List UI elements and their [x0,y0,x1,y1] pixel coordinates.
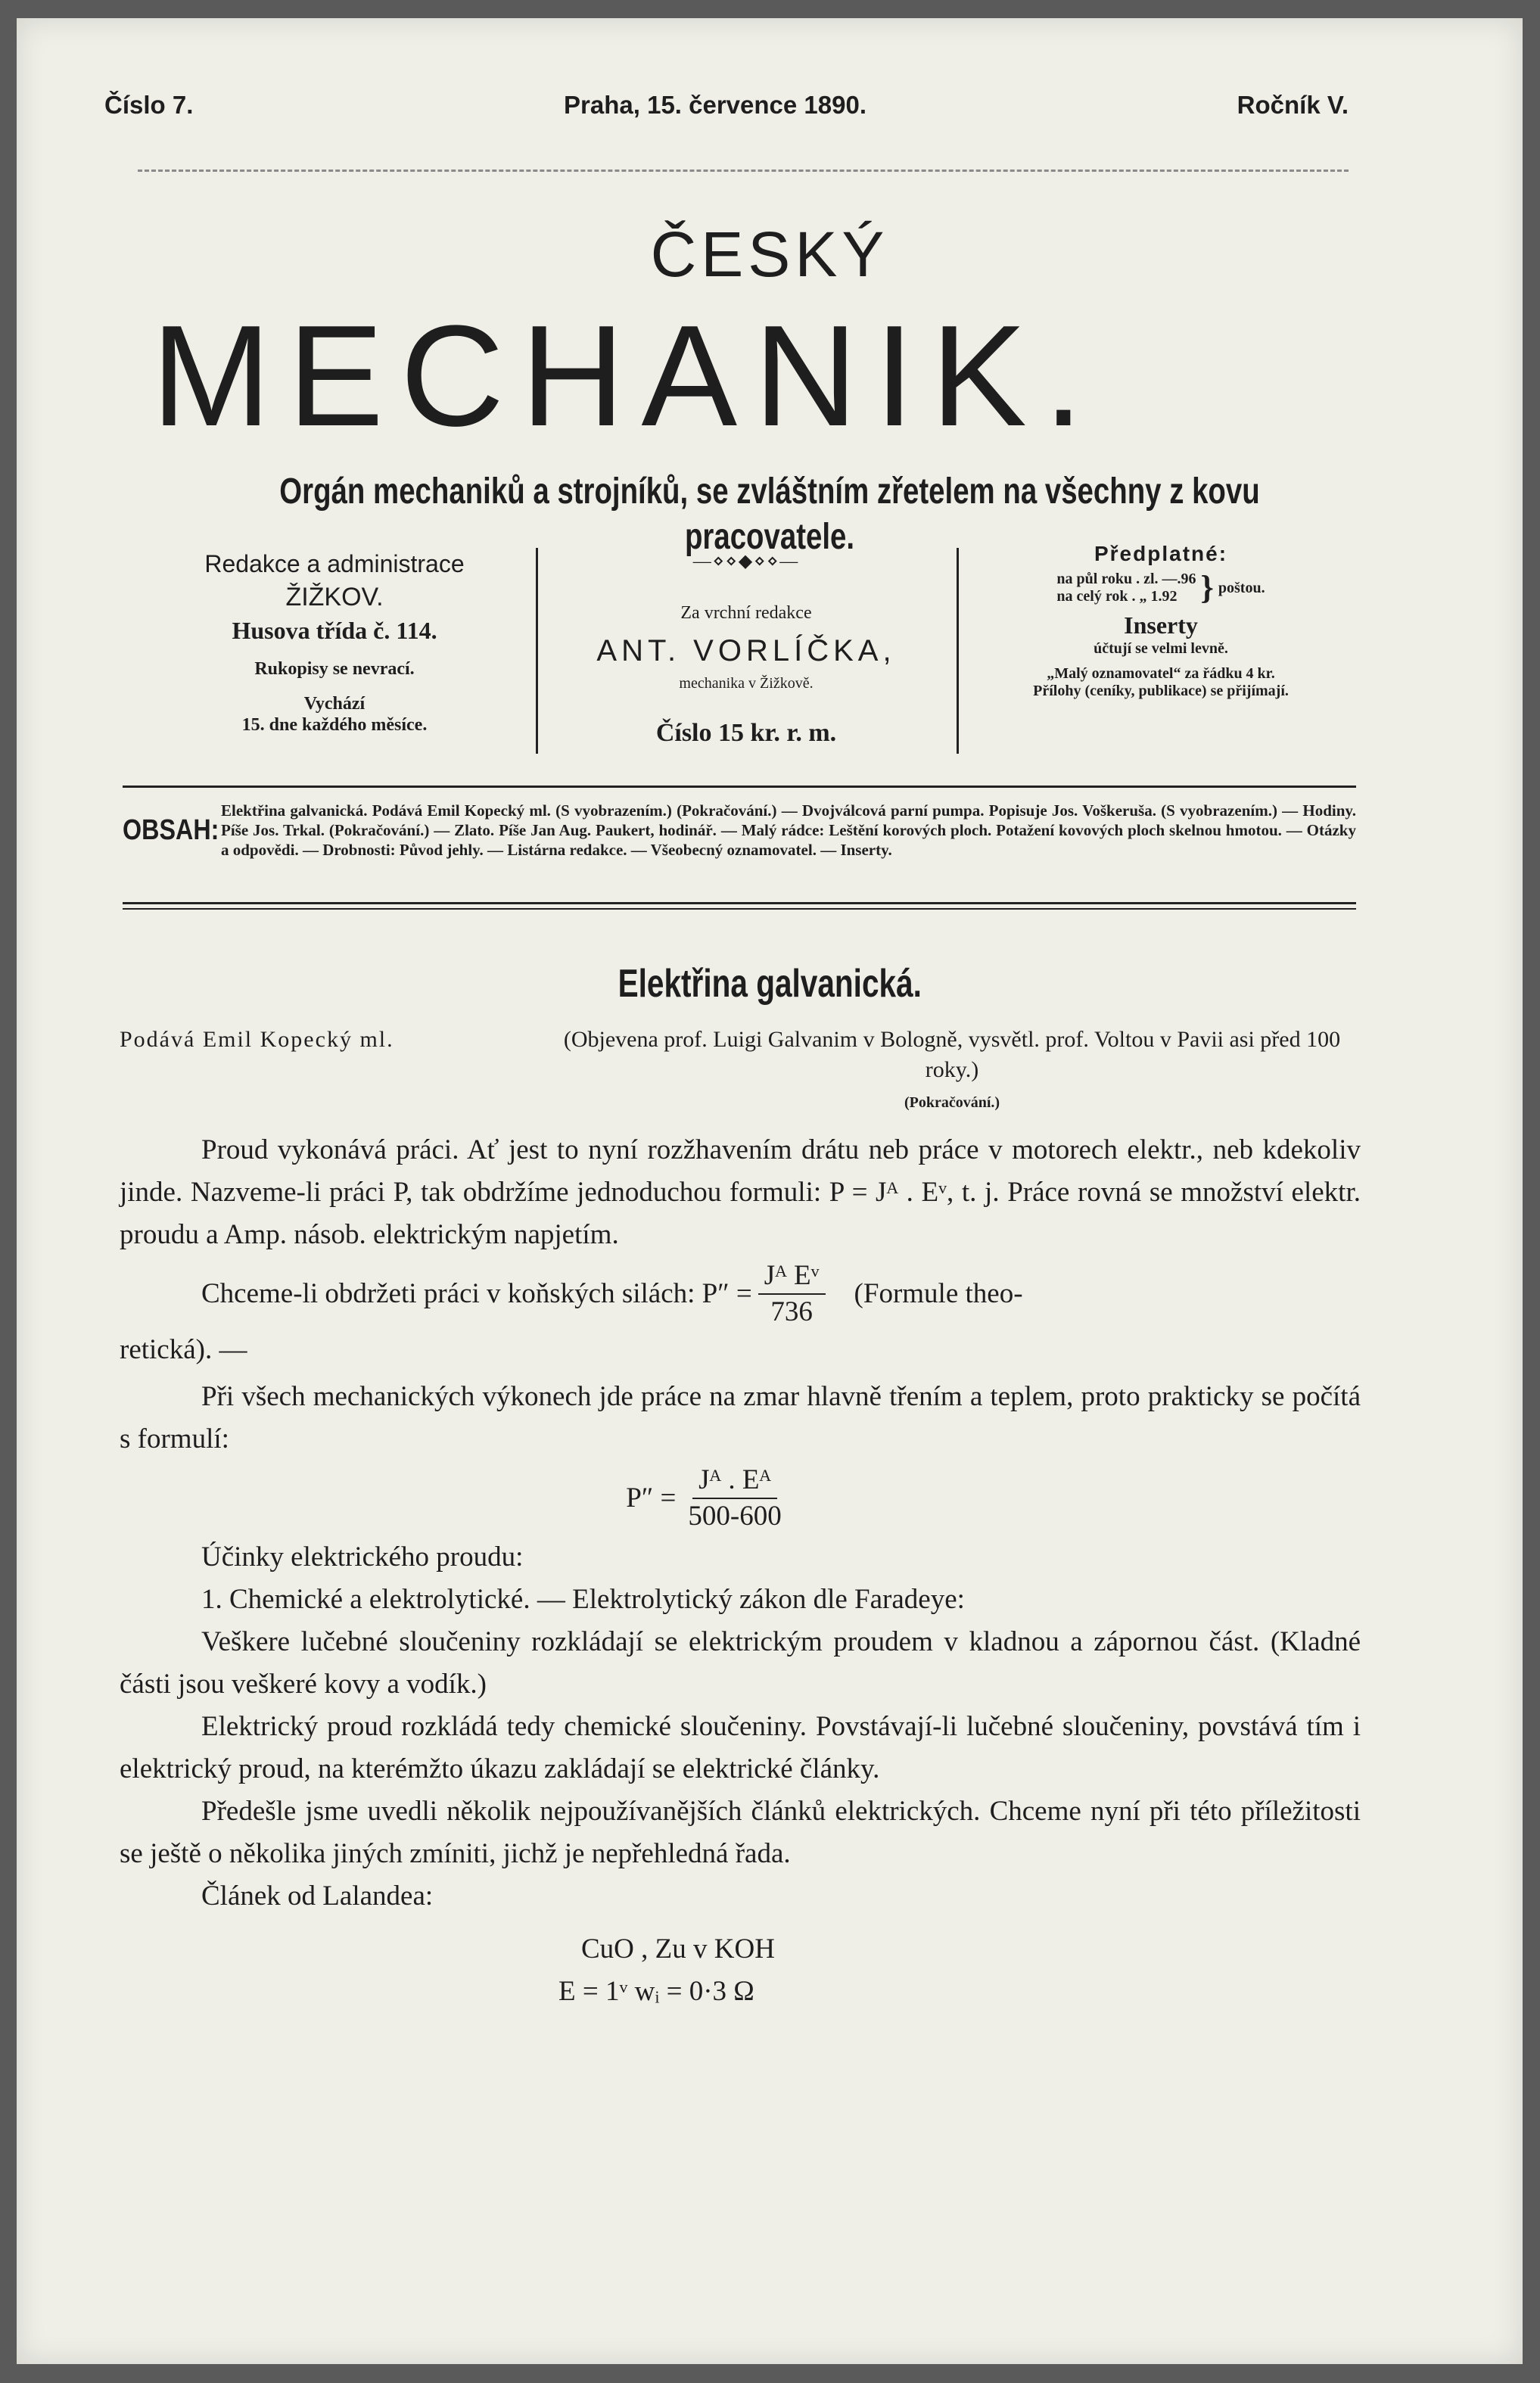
cell-values: E = 1ᵛ wᵢ = 0·3 Ω [558,1976,754,2007]
header-divider [138,170,1349,175]
article-byline-block [120,1025,1361,1114]
editor-label: Za vrchní redakce [680,603,812,623]
paragraph-6: Předešle jsme uvedli několik nejpoužívanějších článků elektrických. Chceme nyní při této příležitosti se ještě o několika jiných zmíniti, jichž je nepřehledná řada. [120,1796,1361,1869]
subscription-info [964,540,1358,700]
paragraph-4: Veškere lučebné sloučeniny rozkládají se elektrickým proudem v kladnou a zápornou část. (Kladné části jsou veškeré kovy a vodík.) [120,1626,1361,1700]
editorial-info [138,548,531,736]
subscription-heading: Předplatné: [1094,542,1228,565]
practical-formula [120,1461,1361,1536]
inserty-note: účtují se velmi levně. [1094,640,1228,657]
redakce-label: Redakce a administrace [204,550,465,577]
full-year-price: na celý rok . „ 1.92 [1056,588,1178,605]
prilohy-note: Přílohy (ceníky, publikace) se přijímají. [1033,683,1289,699]
redakce-place: ŽIŽKOV. [285,583,384,611]
hp-numerator: Jᴬ Eᵛ [758,1258,826,1295]
paragraph-3: Při všech mechanických výkonech jde práce na zmar hlavně třením a teplem, proto prakticky se počítá s formulí: [120,1381,1361,1454]
schedule: 15. dne každého měsíce. [241,715,428,735]
half-year-price: na půl roku . zl. —.96 [1056,571,1196,587]
paragraph-1: Proud vykonává práci. Ať jest to nyní rozžhavením drátu neb práce v motorech elektr., neb kdekoliv jinde. Nazveme-li práci P, tak obdržíme jednoduchou formuli: P = Jᴬ . Eᵛ, t. j. Práce rovná se množství elektr. proudu a Amp. násob. elektrickým napjetím. [120,1134,1361,1250]
editor-role: mechanika v Žižkově. [679,675,814,692]
ornament: —⋄⋄◆⋄⋄— [692,552,800,571]
hp-denominator: 736 [770,1296,813,1327]
lalande-cell-formula [120,1928,1361,2013]
hp-formula-lhs: Chceme-li obdržeti práci v koňských silách: P″ = [201,1278,752,1309]
practical-denominator: 500-600 [688,1501,782,1532]
horsepower-formula [120,1259,1361,1329]
masthead-subtitle: Orgán mechaniků a strojníků, se zvláštním zřetelem na všechny z kovu pracovatele. [279,471,1260,557]
editor-info [542,548,950,750]
vychazi-label: Vychází [303,694,366,714]
masthead-pretitle: ČESKÝ [650,219,889,290]
practical-fraction [682,1463,787,1534]
lalande-heading: Článek od Lalandea: [201,1881,434,1912]
contents-bottom-rule [123,902,1356,904]
editor-name: ANT. VORLÍČKA, [596,634,896,667]
redakce-street: Husova třída č. 114. [232,617,437,644]
issue-price: Číslo 15 kr. r. m. [655,719,837,747]
contents-block [123,801,1356,860]
article-byline-note: (Objevena prof. Luigi Galvanim v Bologně, vysvětl. prof. Voltou v Pavii asi před 100 roky.) [563,1027,1341,1082]
article-byline: Podává Emil Kopecký ml. [120,1027,394,1052]
contents-bottom-rule-2 [123,908,1356,910]
place-date: Praha, 15. července 1890. [564,91,866,119]
issue-header [104,91,1349,120]
hp-fraction [758,1258,826,1330]
effects-heading: Účinky elektrického proudu: [201,1541,524,1573]
info-divider-right [957,548,959,754]
issue-number: Číslo 7. [104,91,194,119]
subscription-prices: na půl roku . zl. —.96 na celý rok . „ 1.92 } poštou. [1056,569,1265,606]
paragraph-2-tail: retická). — [120,1334,247,1365]
contents-label: OBSAH: [123,814,219,846]
practical-numerator: Jᴬ . Eᴬ [692,1463,777,1499]
hp-formula-note: (Formule theo- [854,1278,1023,1309]
info-divider-left [536,548,538,754]
masthead-title: MECHANIK. [151,296,1100,456]
list-item-1: 1. Chemické a elektrolytické. — Elektrolytický zákon dle Faradeye: [201,1584,965,1615]
contents-text: Elektřina galvanická. Podává Emil Kopecký ml. (S vyobrazením.) (Pokračování.) — Dvojválcová parní pumpa. Popisuje Jos. Voškeruša. (S vyobrazením.) — Hodiny. Píše Jos. Trkal. (Pokračování.) — Zlato. Píše Jan Aug. Paukert, hodinář. — Malý rádce: Leštění korových ploch. Potažení kovových ploch skelnou hmotou. — Otázky a odpovědi. — Drobnosti: Původ jehly. — Listárna redakce. — Všeobecný oznamovatel. — Inserty. [221,801,1356,859]
newspaper-page [17,18,1523,2364]
manuscripts-note: Rukopisy se nevrací. [254,659,415,679]
maly-oznamovatel: „Malý oznamovatel“ za řádku 4 kr. [1047,665,1275,682]
postage-note: poštou. [1218,579,1265,596]
volume: Ročník V. [1237,91,1349,119]
paragraph-5: Elektrický proud rozkládá tedy chemické sloučeniny. Povstávají-li lučebné sloučeniny, povstává tím i elektrický proud, na kterémžto úkazu zakládají se elektrické články. [120,1711,1361,1784]
article-body [120,1129,1361,2013]
article-title: Elektřina galvanická. [618,962,922,1006]
practical-formula-lhs: P″ = [626,1482,677,1513]
cell-composition: CuO , Zu v KOH [581,1933,775,1965]
inserty-heading: Inserty [1124,611,1198,639]
contents-top-rule [123,786,1356,788]
continued-note: (Pokračování.) [904,1094,1000,1111]
